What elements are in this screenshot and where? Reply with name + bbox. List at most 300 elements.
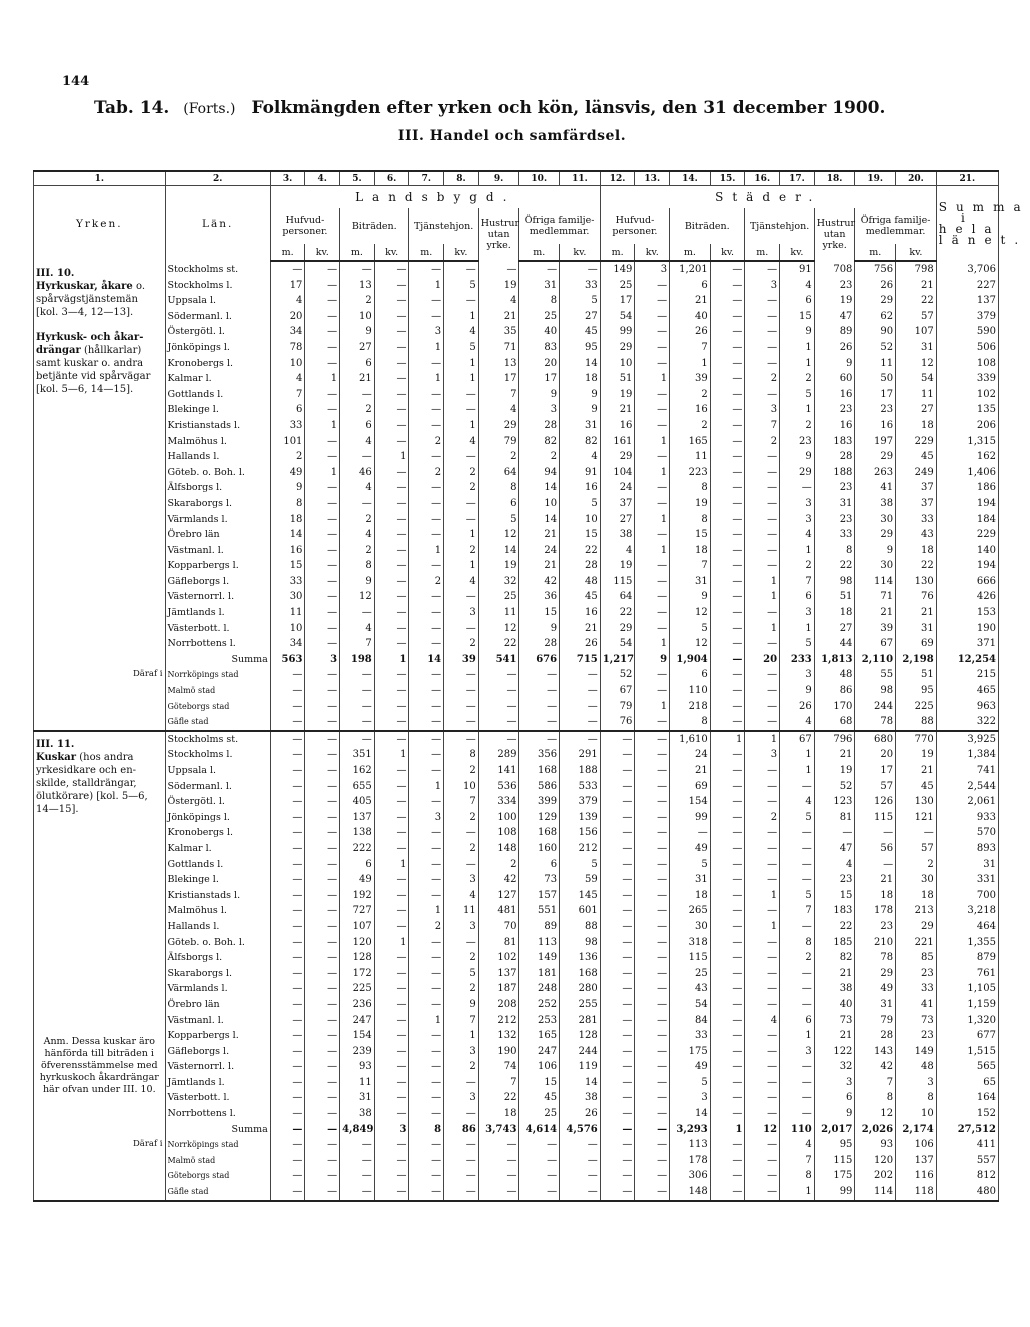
value-cell: — — [270, 857, 305, 873]
value-cell: 4 — [444, 434, 479, 450]
value-cell: 4 — [814, 857, 855, 873]
value-cell: 76 — [896, 589, 937, 605]
value-cell: 318 — [670, 935, 711, 951]
table-row — [34, 527, 999, 543]
value-cell: 11 — [670, 449, 711, 465]
table-row — [34, 293, 999, 309]
value-cell: — — [635, 794, 670, 810]
value-cell: 5 — [780, 636, 815, 652]
value-cell: — — [710, 558, 745, 574]
value-cell: 13 — [478, 356, 519, 372]
value-cell: — — [270, 1044, 305, 1060]
value-cell: 17 — [855, 763, 896, 779]
value-cell: 89 — [814, 324, 855, 340]
value-cell: 28 — [519, 418, 560, 434]
value-cell: 59 — [560, 872, 601, 888]
daraf-value: — — [710, 714, 745, 731]
daraf-value: — — [444, 667, 479, 683]
table-row — [34, 605, 999, 621]
value-cell: — — [710, 496, 745, 512]
value-cell: 2 — [670, 387, 711, 403]
value-cell: 1 — [305, 465, 340, 481]
value-cell: 186 — [936, 480, 998, 496]
daraf-value: — — [374, 1168, 409, 1184]
daraf-value: 55 — [855, 667, 896, 683]
daraf-value: — — [478, 683, 519, 699]
land-kv: kv. — [444, 244, 479, 261]
value-cell: 9 — [444, 997, 479, 1013]
value-cell: — — [780, 857, 815, 873]
value-cell: — — [635, 981, 670, 997]
value-cell: 2 — [340, 543, 375, 559]
value-cell: 247 — [340, 1013, 375, 1029]
value-cell: 43 — [670, 981, 711, 997]
value-cell: — — [305, 888, 340, 904]
value-cell: — — [519, 731, 560, 748]
value-cell: 81 — [478, 935, 519, 951]
value-cell: 536 — [478, 779, 519, 795]
table-row — [34, 402, 999, 418]
value-cell: — — [745, 543, 780, 559]
daraf-value: — — [409, 699, 444, 715]
summa-value: 27,512 — [936, 1122, 998, 1138]
value-cell: 115 — [855, 810, 896, 826]
value-cell: 9 — [814, 1106, 855, 1122]
value-cell: — — [305, 574, 340, 590]
daraf-value: 306 — [670, 1168, 711, 1184]
value-cell: 119 — [560, 1059, 601, 1075]
value-cell: — — [600, 1028, 635, 1044]
header-hufvudpersoner-land: Hufvudpersoner. — [270, 208, 339, 244]
value-cell: — — [270, 1028, 305, 1044]
value-cell: 37 — [896, 480, 937, 496]
value-cell: 18 — [814, 605, 855, 621]
value-cell: 280 — [560, 981, 601, 997]
value-cell: 4 — [270, 293, 305, 309]
county-name: Gäfleborgs l. — [165, 1044, 270, 1060]
land-m: m. — [409, 244, 444, 261]
value-cell: — — [710, 605, 745, 621]
column-number: 3. — [270, 171, 305, 186]
daraf-value: — — [478, 699, 519, 715]
value-cell: — — [374, 779, 409, 795]
value-cell: 153 — [936, 605, 998, 621]
value-cell: — — [409, 888, 444, 904]
summa-value: — — [710, 652, 745, 668]
value-cell: 17 — [478, 371, 519, 387]
county-name: Västernorrl. l. — [165, 589, 270, 605]
value-cell: 31 — [936, 857, 998, 873]
daraf-value: — — [444, 714, 479, 731]
county-name: Norrbottens l. — [165, 636, 270, 652]
value-cell: — — [305, 636, 340, 652]
value-cell: 4 — [478, 293, 519, 309]
value-cell: 1 — [670, 356, 711, 372]
value-cell: 42 — [855, 1059, 896, 1075]
value-cell: 1 — [745, 621, 780, 637]
value-cell: 2 — [478, 449, 519, 465]
value-cell: — — [745, 356, 780, 372]
daraf-value: 4 — [780, 1137, 815, 1153]
value-cell: 32 — [814, 1059, 855, 1075]
value-cell: 23 — [814, 512, 855, 528]
table-body — [34, 261, 999, 1201]
value-cell: 102 — [936, 387, 998, 403]
value-cell: — — [600, 935, 635, 951]
value-cell: 21 — [855, 872, 896, 888]
daraf-value: 1 — [780, 1184, 815, 1201]
value-cell: 7 — [855, 1075, 896, 1091]
value-cell: — — [409, 496, 444, 512]
daraf-value: — — [560, 1153, 601, 1169]
value-cell: — — [409, 1106, 444, 1122]
daraf-value: 9 — [780, 683, 815, 699]
column-number: 10. — [519, 171, 560, 186]
value-cell: 4 — [560, 449, 601, 465]
value-cell: — — [409, 1075, 444, 1091]
value-cell: — — [270, 919, 305, 935]
value-cell: — — [710, 935, 745, 951]
summa-value: 3 — [374, 1122, 409, 1138]
value-cell: — — [374, 293, 409, 309]
table-row — [34, 512, 999, 528]
value-cell: 2 — [444, 810, 479, 826]
value-cell: — — [710, 371, 745, 387]
value-cell: — — [600, 747, 635, 763]
value-cell: — — [710, 950, 745, 966]
daraf-value: — — [409, 1137, 444, 1153]
value-cell: — — [855, 825, 896, 841]
value-cell: 29 — [855, 527, 896, 543]
value-cell: 770 — [896, 731, 937, 748]
value-cell: — — [374, 841, 409, 857]
value-cell: — — [305, 621, 340, 637]
daraf-value: — — [270, 1184, 305, 1201]
occupation-heading: III. 10. — [36, 268, 75, 279]
value-cell: 38 — [340, 1106, 375, 1122]
value-cell: — — [600, 997, 635, 1013]
value-cell: — — [409, 480, 444, 496]
value-cell: 7 — [670, 340, 711, 356]
daraf-value: — — [305, 714, 340, 731]
header-bitraden-land: Biträden. — [340, 208, 409, 244]
value-cell: — — [444, 825, 479, 841]
value-cell: 17 — [270, 278, 305, 294]
value-cell: — — [710, 261, 745, 278]
value-cell: 2 — [780, 558, 815, 574]
value-cell: 30 — [670, 919, 711, 935]
daraf-value: — — [745, 1168, 780, 1184]
value-cell: 1 — [635, 434, 670, 450]
value-cell: 8 — [670, 480, 711, 496]
value-cell: 47 — [814, 841, 855, 857]
daraf-value: — — [409, 683, 444, 699]
value-cell: — — [305, 841, 340, 857]
value-cell: 130 — [896, 574, 937, 590]
daraf-value: — — [710, 1153, 745, 1169]
daraf-value: 114 — [855, 1184, 896, 1201]
value-cell: 4 — [478, 402, 519, 418]
value-cell: 73 — [814, 1013, 855, 1029]
daraf-label — [34, 1168, 166, 1184]
daraf-value: — — [745, 1184, 780, 1201]
value-cell: — — [374, 1106, 409, 1122]
value-cell: 14 — [670, 1106, 711, 1122]
value-cell: — — [374, 763, 409, 779]
value-cell: 123 — [814, 794, 855, 810]
value-cell: 3 — [444, 919, 479, 935]
value-cell: — — [374, 324, 409, 340]
value-cell: 81 — [814, 810, 855, 826]
county-name: Göteb. o. Boh. l. — [165, 465, 270, 481]
table-row — [34, 950, 999, 966]
value-cell: 2 — [444, 841, 479, 857]
county-name: Västmanl. l. — [165, 543, 270, 559]
value-cell: 1 — [635, 465, 670, 481]
value-cell: 22 — [896, 558, 937, 574]
value-cell: — — [409, 356, 444, 372]
summa-value: 2,198 — [896, 652, 937, 668]
value-cell: 152 — [936, 1106, 998, 1122]
occupation-name: Hyrkuskar, åkare — [36, 281, 133, 292]
header-husfrur-stad: Hustrur utan yrke. — [814, 208, 855, 261]
value-cell: — — [745, 779, 780, 795]
value-cell: — — [305, 480, 340, 496]
value-cell: 4 — [780, 794, 815, 810]
table-row — [34, 1028, 999, 1044]
value-cell: — — [635, 309, 670, 325]
value-cell: 165 — [519, 1028, 560, 1044]
value-cell: 221 — [896, 935, 937, 951]
value-cell: 28 — [814, 449, 855, 465]
value-cell: — — [710, 356, 745, 372]
summa-value: 3 — [305, 652, 340, 668]
summa-value: 233 — [780, 652, 815, 668]
table-row — [34, 356, 999, 372]
value-cell: 93 — [340, 1059, 375, 1075]
stad-m: m. — [600, 244, 635, 261]
value-cell: 64 — [600, 589, 635, 605]
value-cell: — — [374, 434, 409, 450]
value-cell: 49 — [270, 465, 305, 481]
value-cell: 666 — [936, 574, 998, 590]
daraf-value: 137 — [896, 1153, 937, 1169]
value-cell: 32 — [478, 574, 519, 590]
value-cell: 23 — [855, 919, 896, 935]
value-cell: 356 — [519, 747, 560, 763]
value-cell: 506 — [936, 340, 998, 356]
daraf-value: — — [710, 1184, 745, 1201]
value-cell: 11 — [855, 356, 896, 372]
value-cell: — — [409, 589, 444, 605]
table-row — [34, 543, 999, 559]
value-cell: — — [270, 1075, 305, 1091]
value-cell: — — [444, 1075, 479, 1091]
title-text: Folkmängden efter yrken och kön, länsvis, den 31 december 1900. — [251, 98, 886, 118]
value-cell: 5 — [444, 278, 479, 294]
value-cell: 3 — [409, 810, 444, 826]
value-cell: — — [635, 1044, 670, 1060]
value-cell: — — [478, 261, 519, 278]
value-cell: — — [444, 402, 479, 418]
value-cell: 281 — [560, 1013, 601, 1029]
value-cell: 253 — [519, 1013, 560, 1029]
value-cell: 162 — [340, 763, 375, 779]
daraf-value: — — [374, 699, 409, 715]
value-cell: 8 — [519, 293, 560, 309]
value-cell: 30 — [270, 589, 305, 605]
value-cell: 70 — [478, 919, 519, 935]
value-cell: 2,061 — [936, 794, 998, 810]
daraf-value: — — [478, 1184, 519, 1201]
value-cell: 1 — [444, 527, 479, 543]
value-cell: 1 — [374, 857, 409, 873]
value-cell: 100 — [478, 810, 519, 826]
county-name: Malmöhus l. — [165, 903, 270, 919]
value-cell: — — [745, 1028, 780, 1044]
value-cell: 2 — [444, 480, 479, 496]
value-cell: — — [600, 810, 635, 826]
value-cell: — — [780, 966, 815, 982]
daraf-row — [34, 683, 999, 699]
value-cell: 796 — [814, 731, 855, 748]
page-number: 144 — [62, 74, 90, 89]
value-cell: 464 — [936, 919, 998, 935]
value-cell: 2 — [444, 763, 479, 779]
summa-value: 3,293 — [670, 1122, 711, 1138]
value-cell: 25 — [519, 309, 560, 325]
daraf-value: — — [340, 1168, 375, 1184]
value-cell: — — [710, 527, 745, 543]
daraf-value: 170 — [814, 699, 855, 715]
value-cell: — — [745, 950, 780, 966]
table-row — [34, 434, 999, 450]
value-cell: — — [409, 402, 444, 418]
value-cell: — — [635, 950, 670, 966]
daraf-value: 48 — [814, 667, 855, 683]
value-cell: 893 — [936, 841, 998, 857]
value-cell: — — [635, 496, 670, 512]
value-cell: 1 — [780, 340, 815, 356]
county-name: Södermanl. l. — [165, 779, 270, 795]
value-cell: 95 — [560, 340, 601, 356]
header-landsbygd: Landsbygd. — [270, 186, 600, 209]
daraf-value: 116 — [896, 1168, 937, 1184]
daraf-value: — — [635, 1137, 670, 1153]
value-cell: 49 — [670, 1059, 711, 1075]
county-name: Örebro län — [165, 527, 270, 543]
daraf-row — [34, 1168, 999, 1184]
value-cell: — — [780, 480, 815, 496]
county-name: Kristianstads l. — [165, 888, 270, 904]
value-cell: — — [305, 779, 340, 795]
value-cell: 40 — [519, 324, 560, 340]
value-cell: — — [270, 1013, 305, 1029]
value-cell: 1,105 — [936, 981, 998, 997]
table-row — [34, 340, 999, 356]
value-cell: — — [600, 779, 635, 795]
value-cell: 165 — [670, 434, 711, 450]
county-name: Örebro län — [165, 997, 270, 1013]
value-cell: 1,320 — [936, 1013, 998, 1029]
column-number: 20. — [896, 171, 937, 186]
value-cell: — — [745, 903, 780, 919]
value-cell: 52 — [814, 779, 855, 795]
value-cell: 29 — [600, 340, 635, 356]
county-name: Stockholms l. — [165, 747, 270, 763]
value-cell: — — [710, 340, 745, 356]
value-cell: 8 — [478, 480, 519, 496]
value-cell: 1 — [409, 1013, 444, 1029]
value-cell: 6 — [780, 293, 815, 309]
value-cell: 12 — [896, 356, 937, 372]
value-cell: 2 — [780, 371, 815, 387]
daraf-value: — — [600, 1184, 635, 1201]
value-cell: 129 — [519, 810, 560, 826]
value-cell: — — [374, 1075, 409, 1091]
value-cell: 51 — [600, 371, 635, 387]
value-cell: 334 — [478, 794, 519, 810]
value-cell: 761 — [936, 966, 998, 982]
value-cell: — — [305, 527, 340, 543]
value-cell: 91 — [780, 261, 815, 278]
value-cell: — — [409, 621, 444, 637]
value-cell: 3 — [896, 1075, 937, 1091]
header-stader: Städer. — [600, 186, 936, 209]
value-cell: — — [710, 1106, 745, 1122]
value-cell: 239 — [340, 1044, 375, 1060]
value-cell: 1,159 — [936, 997, 998, 1013]
daraf-value: 95 — [896, 683, 937, 699]
value-cell: — — [635, 418, 670, 434]
value-cell: 655 — [340, 779, 375, 795]
value-cell: 680 — [855, 731, 896, 748]
value-cell: — — [635, 356, 670, 372]
value-cell: 172 — [340, 966, 375, 982]
value-cell: 183 — [814, 903, 855, 919]
value-cell: 15 — [670, 527, 711, 543]
value-cell: 30 — [855, 558, 896, 574]
county-name: Skaraborgs l. — [165, 496, 270, 512]
daraf-value: — — [270, 1168, 305, 1184]
value-cell: 175 — [670, 1044, 711, 1060]
table-row — [34, 981, 999, 997]
annotation-note: Anm. Dessa kuskar äro hänförda till biträden i öfverensstämmelse med hyrkuskoch åkardrängar här ofvan under III. 10. — [39, 1035, 159, 1095]
summa-value: 2,026 — [855, 1122, 896, 1138]
value-cell: 183 — [814, 434, 855, 450]
value-cell: — — [444, 449, 479, 465]
value-cell: — — [745, 293, 780, 309]
value-cell: — — [305, 903, 340, 919]
daraf-value: 411 — [936, 1137, 998, 1153]
value-cell: — — [745, 465, 780, 481]
value-cell: — — [635, 810, 670, 826]
daraf-value: — — [519, 699, 560, 715]
value-cell: 65 — [936, 1075, 998, 1091]
value-cell: — — [710, 810, 745, 826]
daraf-value: — — [374, 1184, 409, 1201]
value-cell: 4 — [270, 371, 305, 387]
value-cell: — — [745, 527, 780, 543]
daraf-value: — — [409, 714, 444, 731]
county-name: Västernorrl. l. — [165, 1059, 270, 1075]
value-cell: — — [635, 919, 670, 935]
value-cell: 212 — [560, 841, 601, 857]
daraf-value: — — [270, 699, 305, 715]
value-cell: 10 — [896, 1106, 937, 1122]
daraf-value: — — [374, 667, 409, 683]
value-cell: 222 — [340, 841, 375, 857]
